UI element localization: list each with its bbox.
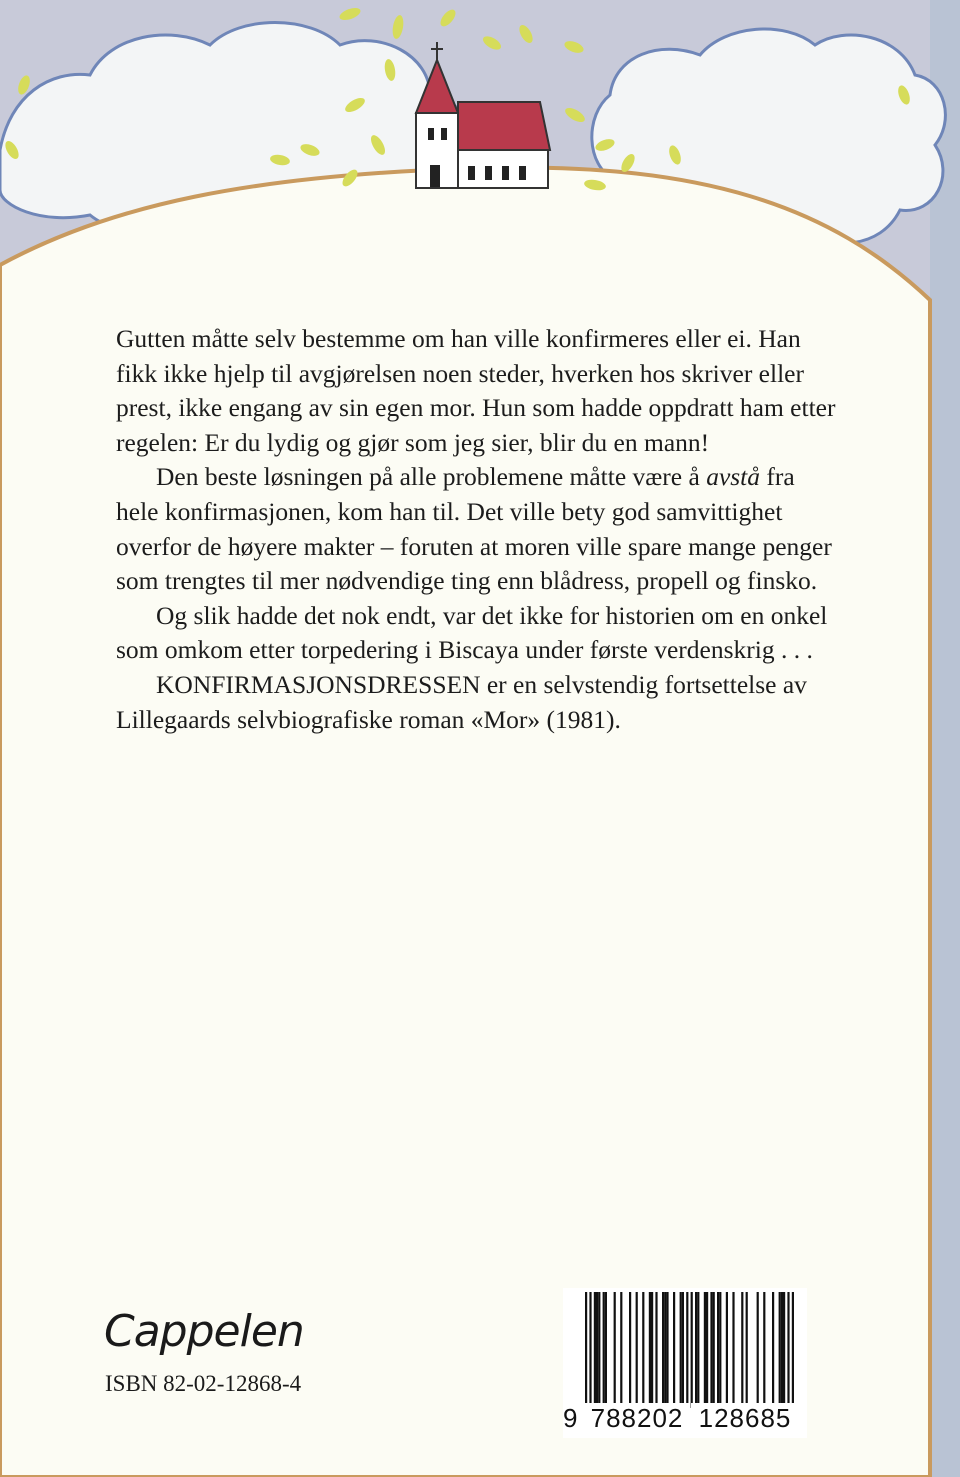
barcode-lead-digit: 9 — [563, 1403, 578, 1433]
barcode-bar — [713, 1292, 715, 1404]
barcode-bar — [596, 1292, 598, 1404]
barcode-bar — [792, 1292, 794, 1408]
barcode-left-digits: 788202 — [585, 1403, 689, 1434]
barcode-bar — [781, 1292, 783, 1404]
barcode-bar — [655, 1292, 657, 1404]
barcode-bar — [636, 1292, 638, 1404]
barcode-bar — [686, 1292, 688, 1408]
barcode-bar — [710, 1292, 712, 1404]
barcode-bar — [697, 1292, 699, 1404]
publisher-logo: Cappelen — [104, 1306, 304, 1357]
barcode-bar — [614, 1292, 616, 1404]
barcode-bar — [719, 1292, 721, 1404]
barcode-bar — [629, 1292, 631, 1404]
barcode-bar — [787, 1292, 789, 1408]
barcode-bar — [772, 1292, 774, 1404]
barcode-bar — [603, 1292, 605, 1404]
barcode-bar — [682, 1292, 684, 1404]
barcode-bar — [673, 1292, 675, 1404]
barcode-bar — [605, 1292, 607, 1404]
barcode-bar — [741, 1292, 743, 1404]
barcode-right-digits: 128685 — [691, 1403, 799, 1434]
isbn-number: ISBN 82-02-12868-4 — [105, 1371, 302, 1396]
barcode-bar — [589, 1292, 591, 1408]
back-cover-blurb — [116, 322, 836, 737]
barcode-bar — [651, 1292, 653, 1404]
blurb-paragraph-2-start: Den beste løsningen på alle problemene måtte være å — [156, 462, 707, 492]
barcode-bar — [585, 1292, 587, 1408]
barcode-bar — [732, 1292, 734, 1404]
barcode-bar — [726, 1292, 728, 1404]
barcode-bar — [706, 1292, 708, 1404]
barcode-bar — [680, 1292, 682, 1404]
barcode-bar — [746, 1292, 748, 1404]
barcode-bar — [649, 1292, 651, 1404]
barcode-bar — [763, 1292, 765, 1404]
blurb-emphasis: avstå — [706, 462, 761, 492]
blurb-paragraph-2 — [116, 460, 836, 598]
blurb-paragraph-3: Og slik hadde det nok endt, var det ikke for historien om en onkel som omkom etter torpedering i Biscaya under første verdenskrig . . . — [116, 600, 828, 665]
blurb-paragraph-2-end: fra hele konfirmasjonen, kom han til. Det ville bety god samvittighet overfor de høyere makter – foruten at moren ville spare mange penger som trengtes til mer nødvendige ting enn blådress, propell og finsko. — [116, 462, 832, 596]
barcode-bar — [779, 1292, 781, 1404]
barcode-bars — [563, 1288, 807, 1408]
blurb-paragraph-1: Gutten måtte selv bestemme om han ville konfirmeres eller ei. Han fikk ikke hjelp til avgjørelsen noen steder, hverken hos skriver eller prest, ikke engang av sin egen mor. Hun som hadde oppdratt ham etter regelen: Er du lydig og gjør som jeg sier, blir du en mann! — [116, 324, 836, 457]
barcode-bar — [664, 1292, 666, 1404]
blurb-paragraph-4: KONFIRMASJONSDRESSEN er en selvstendig fortsettelse av Lillegaards selvbiografiske roman «Mor» (1981). — [116, 669, 807, 734]
barcode-bar — [594, 1292, 596, 1404]
barcode-bar — [620, 1292, 622, 1404]
barcode-bar — [666, 1292, 668, 1404]
barcode-bar — [717, 1292, 719, 1404]
barcode-bar — [642, 1292, 644, 1404]
barcode-bar — [704, 1292, 706, 1404]
barcode-bar — [598, 1292, 600, 1404]
barcode-bar — [695, 1292, 697, 1404]
barcode-bar — [662, 1292, 664, 1404]
barcode-bar — [691, 1292, 693, 1408]
barcode-bar — [783, 1292, 785, 1404]
barcode-bar — [757, 1292, 759, 1404]
